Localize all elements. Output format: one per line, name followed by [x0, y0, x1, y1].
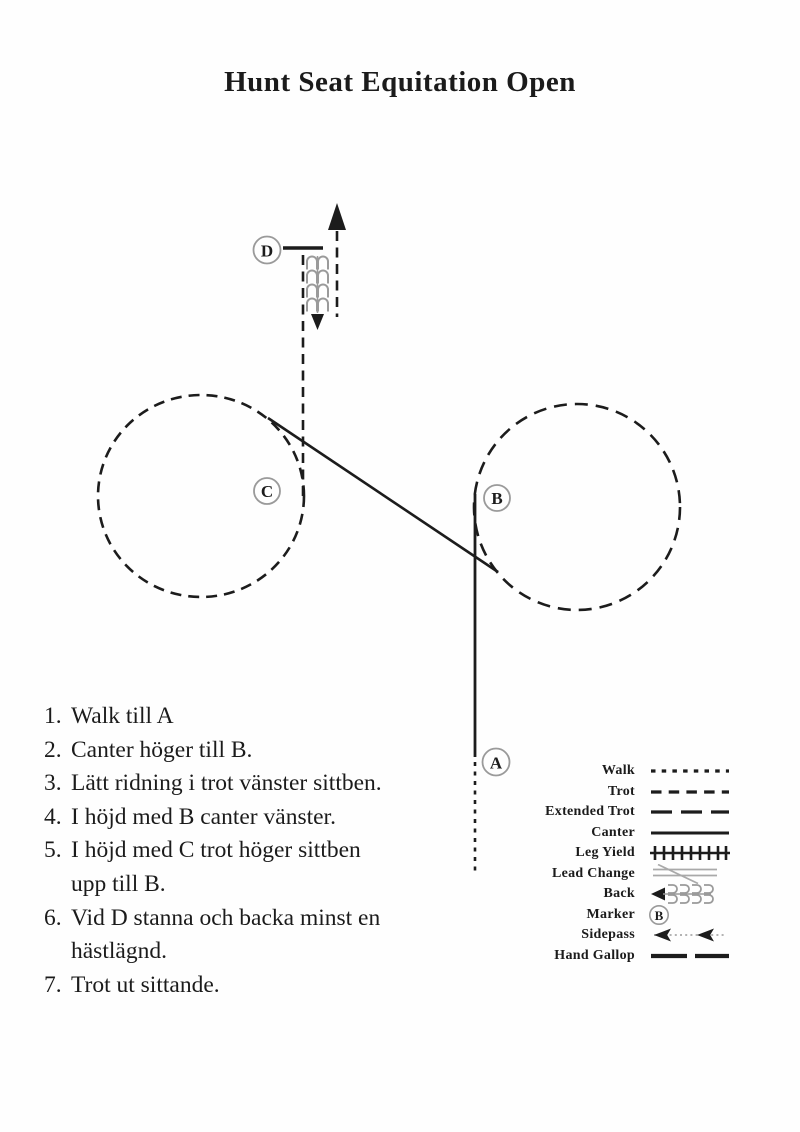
legend-row — [440, 782, 732, 803]
svg-text:B: B — [654, 907, 664, 923]
legend-label: Back — [603, 886, 635, 902]
legend-row — [440, 884, 732, 905]
leg-yield-line-sample — [648, 843, 732, 863]
pattern-markers — [254, 237, 511, 776]
legend-row — [440, 823, 732, 844]
instruction-text: hästlägnd. — [71, 938, 167, 965]
extended-trot-line-sample — [648, 802, 732, 822]
legend-row — [440, 946, 732, 967]
marker-c-letter: C — [260, 482, 274, 501]
hand-gallop-line-sample — [648, 946, 732, 966]
instruction-text: Trot ut sittande. — [71, 971, 220, 998]
marker-d-letter: D — [260, 241, 274, 261]
walk-line-sample — [648, 761, 732, 781]
instruction-number: 7. — [44, 971, 62, 998]
canter-line-sample — [648, 823, 732, 843]
instruction-text: Vid D stanna och backa minst en — [71, 904, 381, 931]
legend-label: Hand Gallop — [554, 947, 635, 963]
sidepass-symbol-sample — [648, 925, 732, 945]
trot-line-sample — [648, 782, 732, 802]
legend-row — [440, 843, 732, 864]
instruction-number: 6. — [44, 904, 62, 931]
back-down-arrow-icon — [311, 314, 324, 330]
legend-label: Walk — [601, 763, 635, 779]
legend-label: Canter — [591, 824, 635, 840]
legend-row — [440, 761, 732, 782]
instruction-number: 2. — [44, 736, 62, 763]
marker-a-letter: A — [489, 753, 503, 773]
back-up-symbol — [307, 256, 328, 313]
gait-legend — [440, 761, 732, 966]
instruction-number: 1. — [44, 703, 62, 729]
legend-label: Lead Change — [551, 865, 635, 881]
instruction-text: Lätt ridning i trot vänster sittben. — [71, 770, 382, 797]
instruction-number: 4. — [44, 803, 62, 830]
instruction-item — [44, 703, 514, 737]
marker-symbol-sample — [648, 905, 732, 925]
exit-up-arrow-icon — [328, 203, 346, 230]
instruction-number: 3. — [44, 770, 62, 797]
legend-label: Sidepass — [581, 927, 635, 943]
instruction-text: Walk till A — [71, 703, 174, 729]
legend-row — [440, 802, 732, 823]
legend-label: Extended Trot — [545, 804, 635, 820]
back-symbol-sample — [648, 884, 732, 904]
legend-label: Marker — [586, 906, 635, 922]
legend-row — [440, 905, 732, 926]
legend-label: Trot — [607, 783, 635, 799]
marker-b-letter: B — [491, 489, 503, 508]
instruction-text: I höjd med C trot höger sittben — [71, 837, 361, 864]
lead-change-symbol-sample — [648, 864, 732, 884]
instruction-item — [44, 972, 514, 1006]
instruction-text: Canter höger till B. — [71, 736, 253, 763]
legend-label: Leg Yield — [575, 845, 635, 861]
instruction-number: 5. — [44, 837, 62, 864]
instruction-text: I höjd med B canter vänster. — [71, 803, 336, 830]
instruction-text: upp till B. — [71, 870, 166, 897]
legend-row — [440, 925, 732, 946]
page-title: Hunt Seat Equitation Open — [224, 66, 576, 98]
legend-row — [440, 864, 732, 885]
